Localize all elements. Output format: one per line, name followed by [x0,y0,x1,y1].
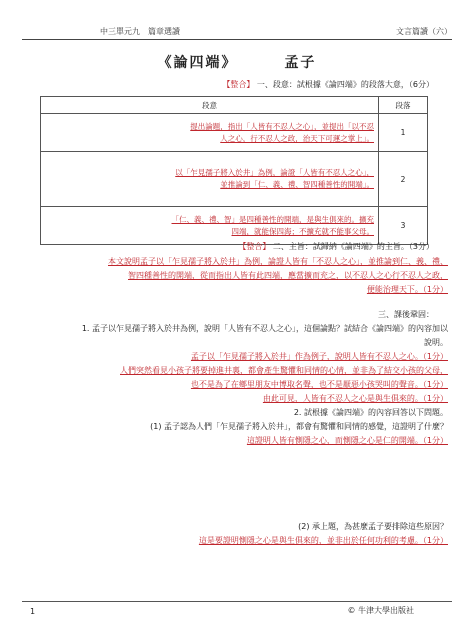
section1-heading: 【整合】 一、段意：試根據《論四端》的段落大意，（6分） [222,80,434,89]
paragraph-table [40,96,428,245]
footer-page-number: 1 [30,607,36,616]
page-title [0,52,474,72]
table-row [41,114,428,152]
table-row [41,207,428,245]
table-cell-no: 2 [379,152,428,207]
table-row [41,152,428,207]
header-left: 中三單元九 篇章選讀 [100,27,180,36]
section2-answer: 本文說明孟子以「乍見孺子將入於井」為例，論證人皆有「不忍人之心」，並推論到仁、義、禮、 智四種善性的開端，從而指出人皆有此四端，應當擴而充之，以不忍人之心行不忍人之政， 便能治理天下。（1分） [108,257,448,294]
section3-q2: 2. 試根據《論四端》的內容回答以下問題。 (1) 孟子認為人們「乍見孺子將入於井」，都會有驚懼和同情的感覺，這證明了什麼？ 這證明人皆有惻隱之心，而惻隱之心是仁的開端。（1分） [150,408,448,445]
table-cell-no: 3 [379,207,428,245]
section1-tag: 【整合】 [222,80,255,89]
footer-divider [22,601,452,602]
table-cell-content: 以「乍見孺子將入於井」為例，論證「人皆有不忍人之心」， 並推論到「仁、義、禮、智四種善性的開端」。 [41,152,379,207]
table-cell-content: 「仁、義、禮、智」是四種善性的開端，是與生俱來的。擴充 四端，就能保四海；不擴充就不能事父母。 [41,207,379,245]
header-divider [22,39,452,40]
section2-heading: 【整合】 二、主旨：試歸納《論四端》的主旨。（3分） [238,242,434,251]
table-cell-content: 提出論題，指出「人皆有不忍人之心」，並提出「以不忍 人之心，行不忍人之政，治天下可運之掌上」。 [41,114,379,152]
header-right: 文言篇讀（六） [396,27,452,36]
table-header-content: 段意 [41,97,379,114]
section2-tag: 【整合】 [238,242,271,251]
table-cell-no: 1 [379,114,428,152]
section3-heading: 三、課後鞏固： [378,310,434,319]
title-author: 孟子 [284,55,317,71]
title-text: 《論四端》 [157,55,238,71]
table-header-row [41,97,428,114]
section3-q2b: (2) 承上題，為甚麼孟子要排除這些原因？ 這是要證明惻隱之心是與生俱來的，並非出於任何功利的考慮。（1分） [198,522,448,545]
section3-q1: 1. 孟子以乍見孺子將入於井為例，說明「人皆有不忍人之心」，這個論點？試結合《論四端》的內容加以 說明。 孟子以「乍見孺子將入於井」作為例子，說明人皆有不忍人之心。（1分） 人們突然看見小孩子將要掉進井裏，都會產生驚懼和同情的心情，並非為了結交小孩的父母， 也不是為了在鄉里朋友中博取名聲，也不是厭惡小孩哭叫的聲音。（1分） 由此可見，人皆有不忍人之心是與生俱來的。（1分） [81,324,448,403]
table-header-no: 段落 [379,97,428,114]
footer-publisher: © 牛津大學出版社 [347,606,414,615]
